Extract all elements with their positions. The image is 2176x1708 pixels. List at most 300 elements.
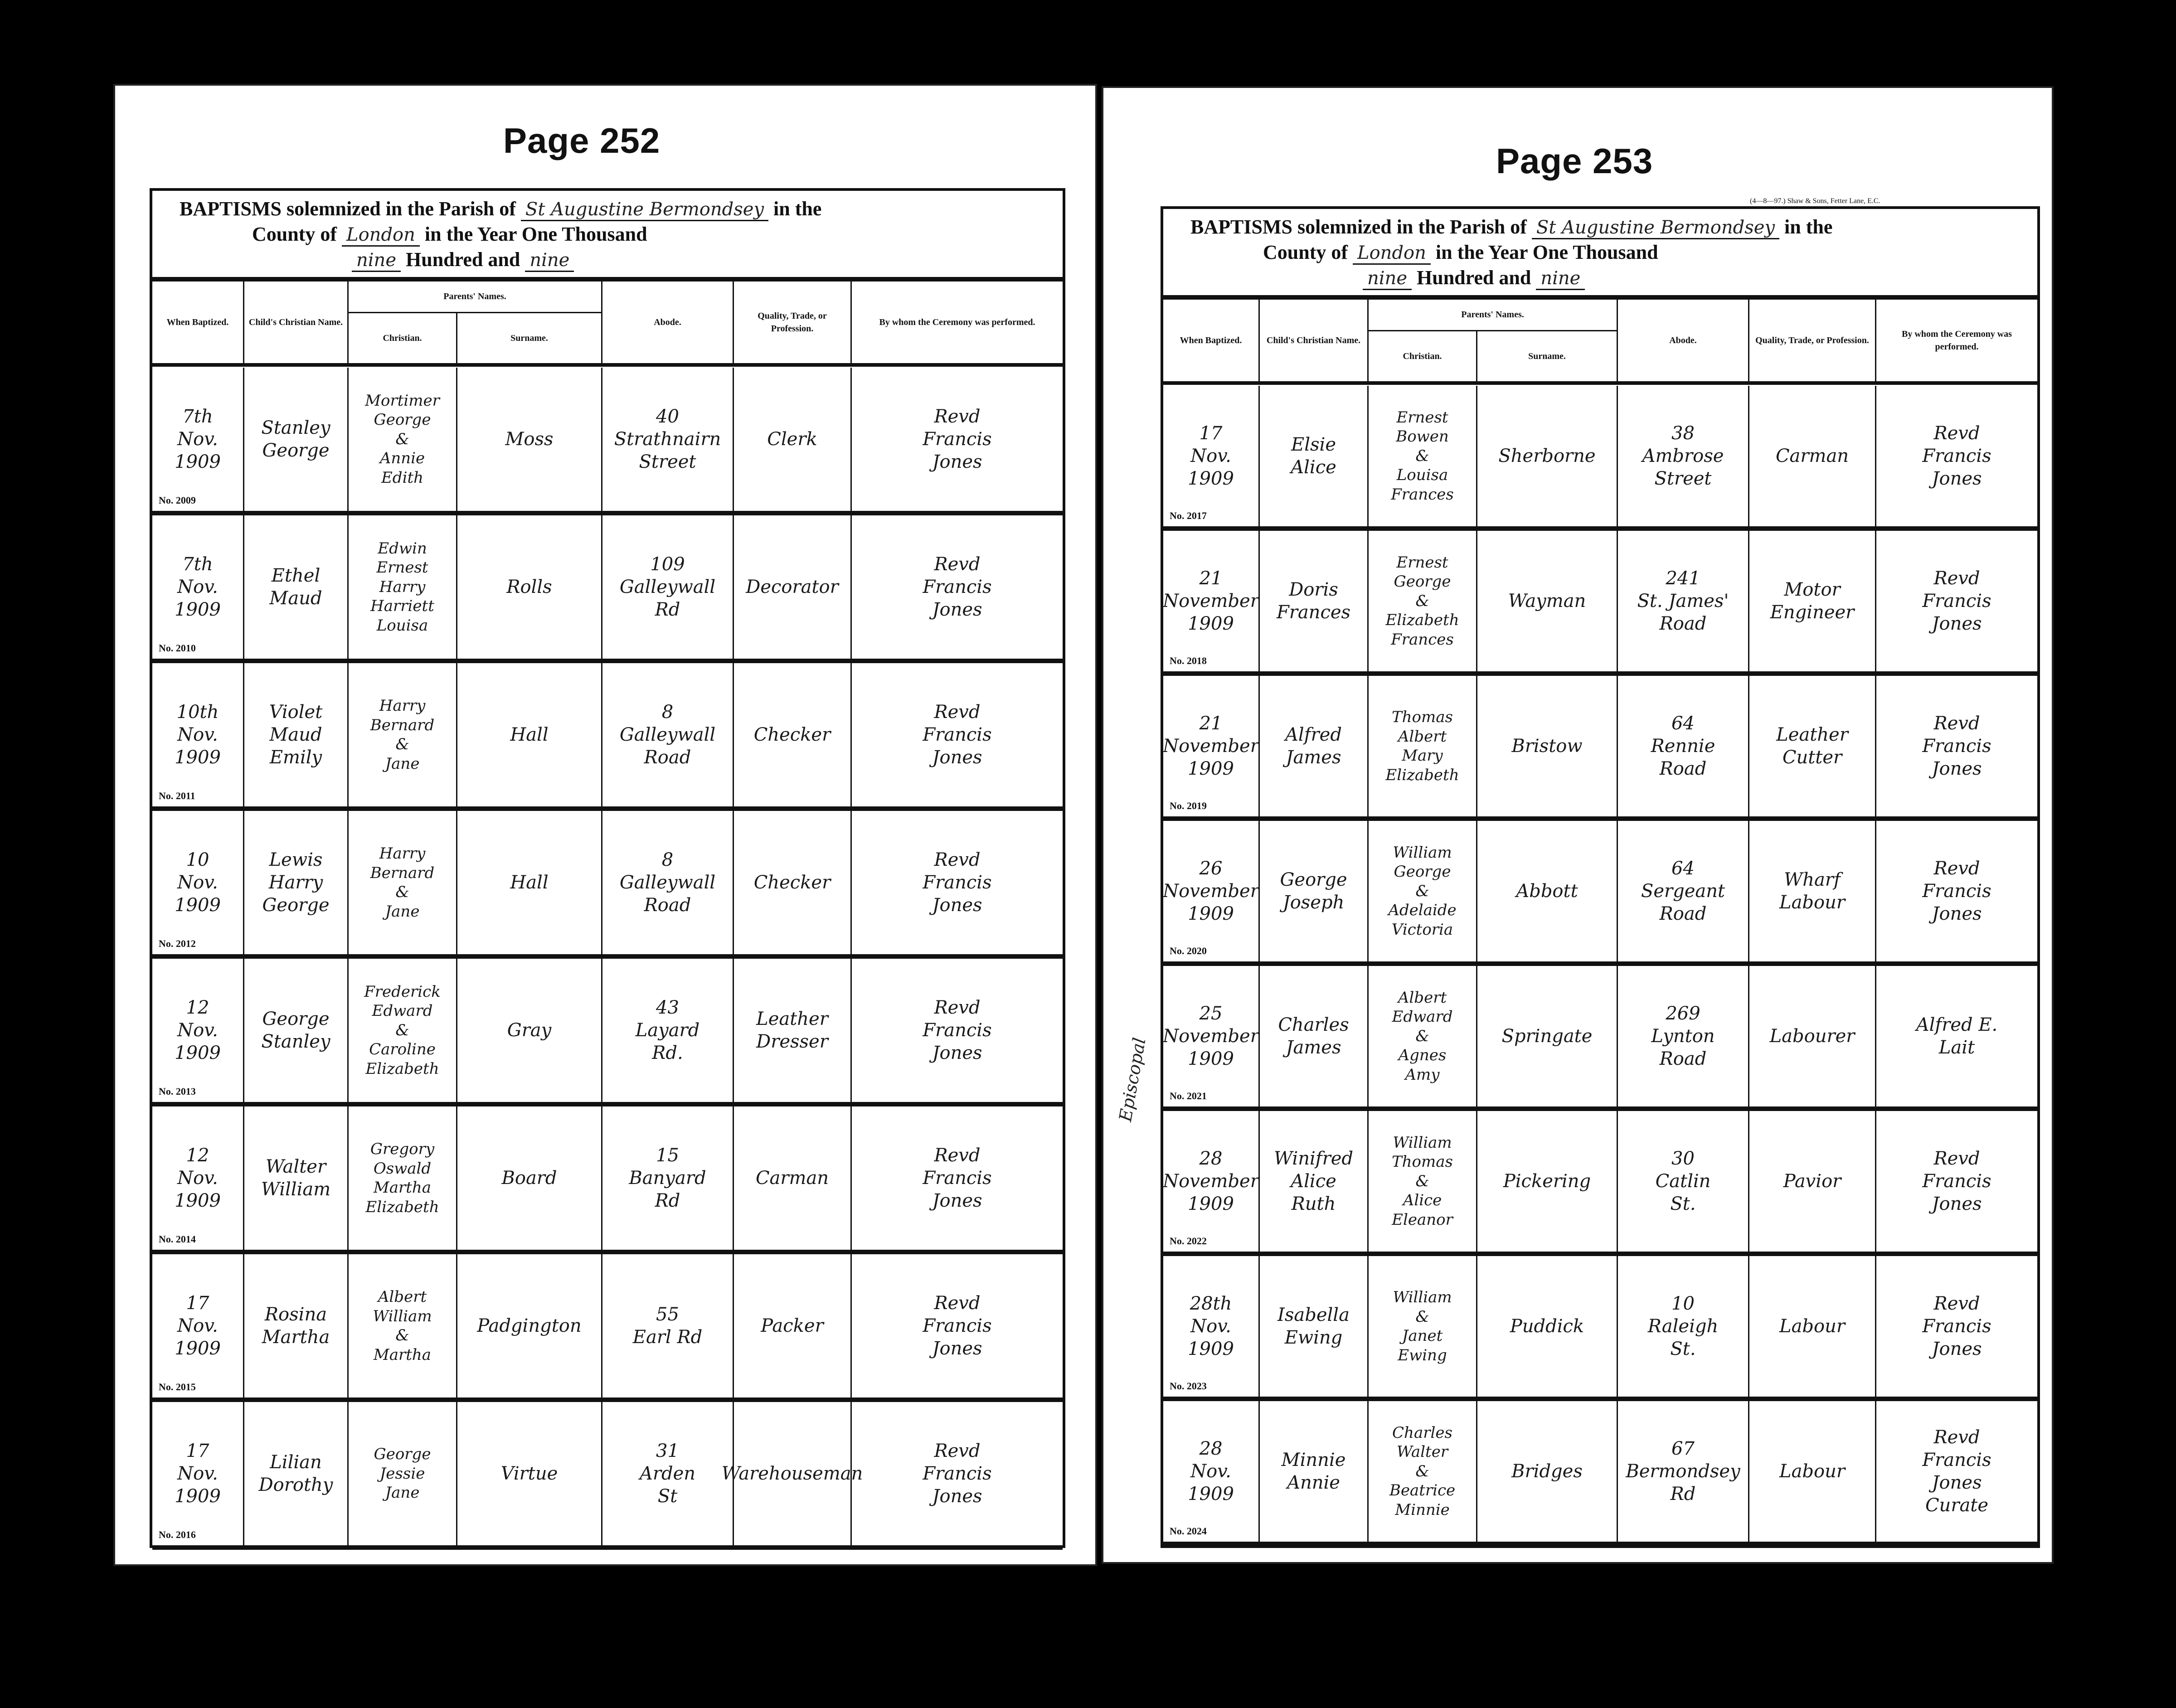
handwritten-line: Francis [923, 1020, 992, 1041]
cell-when [1163, 676, 1258, 816]
handwritten-line: Curate [1925, 1495, 1989, 1516]
table-row [1163, 821, 2037, 966]
handwritten-line: Revd [1933, 858, 1980, 879]
handwritten-line: Road [1659, 903, 1707, 924]
handwritten-line: 1909 [175, 599, 221, 620]
handwritten-line: 10 [186, 849, 209, 870]
handwritten-line: 17 [186, 1293, 209, 1314]
table-row [152, 1106, 1063, 1254]
handwritten-line: Gregory [370, 1140, 435, 1158]
entry-number: No. 2021 [1170, 1090, 1207, 1101]
handwritten-line: Francis [923, 1168, 992, 1189]
handwritten-line: Revd [1933, 568, 1980, 589]
header-prefix: BAPTISMS solemnized in the Parish of [1190, 216, 1527, 238]
handwritten-line: 1909 [175, 451, 221, 472]
table-row [152, 368, 1063, 515]
cell-surname [456, 1106, 601, 1250]
handwritten-line: Nov. [1190, 1461, 1231, 1482]
table-row [1163, 531, 2037, 676]
handwritten-line: 1909 [1188, 468, 1234, 489]
handwritten-line: 17 [186, 1441, 209, 1461]
cell-christian [347, 811, 456, 954]
cell-when [152, 1402, 243, 1545]
cell-quality [733, 1254, 850, 1397]
handwritten-line: Harry [379, 844, 426, 863]
handwritten-line: Alice [1291, 1171, 1336, 1192]
county-name: London [1353, 243, 1431, 265]
handwritten-line: Pickering [1503, 1171, 1591, 1192]
handwritten-line: Gray [507, 1020, 552, 1041]
handwritten-line: 40 [656, 406, 679, 427]
cell-quality [1748, 1256, 1875, 1397]
handwritten-line: Labour [1779, 1461, 1845, 1482]
handwritten-line: Jones [932, 1338, 982, 1359]
handwritten-line: Harriett [370, 597, 434, 616]
handwritten-line: 1909 [175, 1486, 221, 1507]
handwritten-line: & [395, 735, 409, 753]
handwritten-line: Rd [1670, 1484, 1696, 1504]
cell-when [1163, 386, 1258, 526]
year-rest: nine [1536, 268, 1585, 290]
cell-when [1163, 966, 1258, 1106]
page-title: Page 253 [1496, 141, 1653, 181]
handwritten-line: 1909 [175, 1043, 221, 1063]
handwritten-line: & [1415, 1307, 1429, 1326]
handwritten-line: Elizabeth [1385, 766, 1459, 784]
handwritten-line: 43 [656, 997, 679, 1018]
handwritten-line: Galleywall [619, 872, 716, 893]
handwritten-line: Stanley [261, 1031, 330, 1052]
handwritten-line: Revd [934, 1293, 981, 1314]
cell-christian [1367, 1111, 1476, 1252]
cell-quality [1748, 386, 1875, 526]
year-label: in the Year One Thousand [1435, 241, 1658, 263]
handwritten-line: 8 [661, 702, 674, 723]
handwritten-line: Bermondsey [1626, 1461, 1740, 1482]
handwritten-line: Jones [1932, 468, 1982, 489]
handwritten-line: St. [1670, 1194, 1696, 1214]
handwritten-line: Revd [1933, 423, 1980, 444]
handwritten-line: Checker [753, 872, 831, 893]
cell-abode [1617, 386, 1748, 526]
table-row [152, 515, 1063, 663]
handwritten-line: Leather [756, 1009, 828, 1029]
handwritten-line: Minnie [1395, 1500, 1450, 1519]
handwritten-line: Violet [269, 702, 323, 723]
handwritten-line: Dorothy [258, 1475, 333, 1495]
entry-number: No. 2019 [1170, 800, 1207, 811]
column-headers [1163, 300, 2037, 385]
cell-when [1163, 1256, 1258, 1397]
cell-when [152, 1106, 243, 1250]
year-rest: nine [525, 250, 574, 272]
handwritten-line: Revd [934, 849, 981, 870]
handwritten-line: Cutter [1782, 747, 1842, 768]
cell-when [1163, 531, 1258, 671]
handwritten-line: Maud [269, 588, 322, 609]
cell-by-whom [1875, 966, 2037, 1106]
cell-when [1163, 1111, 1258, 1252]
handwritten-line: Bernard [370, 864, 435, 882]
handwritten-line: Jones [932, 895, 982, 916]
cell-christian [347, 1106, 456, 1250]
cell-abode [1617, 1111, 1748, 1252]
handwritten-line: Engineer [1770, 602, 1855, 623]
handwritten-line: Leather [1776, 724, 1848, 745]
handwritten-line: Annie [1287, 1472, 1340, 1493]
handwritten-line: & [395, 883, 409, 901]
handwritten-line: & [395, 1326, 409, 1344]
cell-quality [1748, 1111, 1875, 1252]
cell-surname [1476, 1256, 1617, 1397]
handwritten-line: Joseph [1282, 892, 1345, 913]
handwritten-line: 25 [1199, 1003, 1223, 1024]
handwritten-line: 1909 [1188, 1484, 1234, 1504]
cell-surname [456, 515, 601, 659]
handwritten-line: George [374, 411, 431, 429]
table-row [152, 663, 1063, 811]
handwritten-line: George [262, 1009, 330, 1029]
handwritten-line: Nov. [177, 724, 218, 745]
handwritten-line: Lynton [1651, 1026, 1715, 1047]
cell-child [243, 515, 347, 659]
cell-quality [1748, 531, 1875, 671]
cell-child [243, 1402, 347, 1545]
handwritten-line: Moss [505, 429, 554, 450]
handwritten-line: Springate [1501, 1026, 1593, 1047]
handwritten-line: Road [1659, 613, 1707, 634]
col-christian: Christian. [1367, 331, 1476, 381]
handwritten-line: Bridges [1511, 1461, 1583, 1482]
handwritten-line: Nov. [1190, 446, 1231, 466]
cell-christian [347, 368, 456, 511]
handwritten-line: Victoria [1391, 920, 1453, 939]
handwritten-line: Labourer [1769, 1026, 1855, 1047]
parish-name: St Augustine Bermondsey [1532, 217, 1779, 239]
cell-by-whom [850, 663, 1063, 806]
col-when: When Baptized. [166, 317, 229, 327]
handwritten-line: & [395, 1021, 409, 1039]
handwritten-line: Jones [932, 1486, 982, 1507]
cell-by-whom [850, 1402, 1063, 1545]
handwritten-line: Jones [932, 451, 982, 472]
handwritten-line: Francis [1922, 736, 1991, 757]
cell-quality [1748, 1401, 1875, 1542]
cell-quality [733, 368, 850, 511]
handwritten-line: Checker [753, 724, 831, 745]
cell-abode [601, 663, 733, 806]
entry-number: No. 2013 [159, 1085, 196, 1097]
handwritten-line: 1909 [175, 895, 221, 916]
cell-surname [1476, 531, 1617, 671]
handwritten-line: 1909 [1188, 1048, 1234, 1069]
cell-child [243, 368, 347, 511]
handwritten-line: Jones [1932, 1339, 1982, 1359]
handwritten-line: Revd [934, 554, 981, 575]
table-row [1163, 1256, 2037, 1401]
handwritten-line: Louisa [376, 616, 428, 635]
handwritten-line: Street [639, 451, 696, 472]
cell-christian [1367, 966, 1476, 1106]
handwritten-line: Revd [934, 702, 981, 723]
handwritten-line: & [395, 430, 409, 448]
handwritten-line: 7th [182, 554, 213, 575]
handwritten-line: 1909 [175, 1190, 221, 1211]
handwritten-line: 38 [1671, 423, 1695, 444]
entry-number: No. 2010 [159, 642, 196, 654]
handwritten-line: Bowen [1396, 427, 1449, 446]
handwritten-line: Charles [1278, 1014, 1349, 1035]
handwritten-line: & [1415, 1027, 1429, 1045]
cell-abode [601, 959, 733, 1102]
cell-christian [1367, 1401, 1476, 1542]
handwritten-line: Ruth [1291, 1194, 1336, 1214]
handwritten-line: Padgington [477, 1315, 582, 1336]
cell-by-whom [850, 1106, 1063, 1250]
handwritten-line: Revd [1933, 1293, 1980, 1314]
cell-quality [1748, 676, 1875, 816]
handwritten-line: November [1163, 881, 1259, 902]
cell-abode [601, 1106, 733, 1250]
cell-christian [347, 663, 456, 806]
handwritten-line: & [1415, 1462, 1429, 1480]
handwritten-line: Winifred [1274, 1148, 1353, 1169]
handwritten-line: Maud [269, 724, 322, 745]
year-label: in the Year One Thousand [424, 223, 647, 245]
handwritten-line: Edwin [378, 539, 427, 558]
col-surname: Surname. [1476, 331, 1617, 381]
handwritten-line: Hall [510, 872, 549, 893]
handwritten-line: Jones [1932, 903, 1982, 924]
cell-surname [1476, 1401, 1617, 1542]
handwritten-line: 8 [661, 849, 674, 870]
handwritten-line: Minnie [1281, 1450, 1346, 1470]
entry-number: No. 2014 [159, 1233, 196, 1245]
register-page-right [1102, 86, 2054, 1564]
handwritten-line: Sherborne [1498, 446, 1596, 466]
handwritten-line: Annie [379, 449, 425, 468]
handwritten-line: Jones [932, 1043, 982, 1063]
handwritten-line: & [1415, 1172, 1429, 1190]
handwritten-line: William [1393, 1133, 1452, 1152]
cell-by-whom [1875, 1256, 2037, 1397]
handwritten-line: Jane [385, 902, 420, 921]
col-parents: Parents' Names. [347, 281, 601, 313]
hundred-label: Hundred and [406, 248, 520, 271]
col-by-whom: By whom the Ceremony was performed. [1875, 300, 2037, 381]
cell-when [152, 959, 243, 1102]
handwritten-line: Harry [379, 577, 426, 596]
handwritten-line: 12 [186, 997, 209, 1018]
handwritten-line: Jones [1932, 758, 1982, 779]
handwritten-line: Francis [1922, 1316, 1991, 1337]
handwritten-line: Board [501, 1168, 557, 1189]
handwritten-line: Alfred [1285, 724, 1342, 745]
handwritten-line: Caroline [369, 1040, 436, 1059]
handwritten-line: Alice [1291, 457, 1336, 478]
handwritten-line: Mortimer [365, 391, 440, 410]
handwritten-line: Nov. [177, 1168, 218, 1189]
handwritten-line: Jane [385, 754, 420, 773]
cell-child [1258, 531, 1367, 671]
handwritten-line: Frances [1391, 485, 1454, 504]
handwritten-line: Puddick [1510, 1316, 1584, 1337]
handwritten-line: 1909 [1188, 758, 1234, 779]
entry-number: No. 2017 [1170, 509, 1207, 521]
handwritten-line: Martha [373, 1345, 432, 1364]
handwritten-line: Revd [934, 1441, 981, 1461]
handwritten-line: George [1394, 863, 1451, 881]
register-table [1161, 206, 2040, 1548]
cell-surname [1476, 676, 1617, 816]
handwritten-line: 1909 [175, 1338, 221, 1359]
table-row [1163, 386, 2037, 531]
handwritten-line: Francis [923, 724, 992, 745]
county-label: County of [252, 223, 337, 245]
handwritten-line: 12 [186, 1145, 209, 1166]
handwritten-line: Hall [510, 724, 549, 745]
register-header [152, 191, 1063, 281]
handwritten-line: Jones [1932, 1194, 1982, 1214]
cell-by-whom [850, 368, 1063, 511]
table-row [152, 1402, 1063, 1550]
handwritten-line: 269 [1666, 1003, 1700, 1024]
handwritten-line: November [1163, 591, 1259, 611]
handwritten-line: Thomas [1391, 1153, 1453, 1171]
cell-christian [1367, 386, 1476, 526]
handwritten-line: Nov. [177, 1463, 218, 1484]
handwritten-line: Walter [1396, 1443, 1448, 1461]
handwritten-line: Francis [923, 872, 992, 893]
cell-by-whom [1875, 531, 2037, 671]
handwritten-line: Francis [1922, 1171, 1991, 1192]
cell-quality [733, 811, 850, 954]
handwritten-line: Rosina [264, 1304, 327, 1325]
cell-child [243, 663, 347, 806]
cell-abode [601, 368, 733, 511]
cell-child [1258, 1111, 1367, 1252]
column-headers [152, 281, 1063, 367]
cell-by-whom [850, 1254, 1063, 1397]
entry-number: No. 2011 [159, 790, 195, 801]
header-suffix: in the [1784, 216, 1833, 238]
cell-by-whom [1875, 1401, 2037, 1542]
handwritten-line: Wayman [1508, 591, 1586, 611]
handwritten-line: Albert [1398, 988, 1447, 1007]
handwritten-line: 21 [1199, 713, 1223, 734]
handwritten-line: Harry [268, 872, 323, 893]
handwritten-line: Dresser [756, 1031, 828, 1052]
handwritten-line: Virtue [500, 1463, 558, 1484]
cell-child [1258, 676, 1367, 816]
handwritten-line: Arden [639, 1463, 696, 1484]
cell-abode [601, 1402, 733, 1545]
handwritten-line: Labour [1779, 1316, 1845, 1337]
cell-quality [733, 1106, 850, 1250]
handwritten-line: Elizabeth [1385, 611, 1459, 630]
handwritten-line: 64 [1671, 858, 1695, 879]
handwritten-line: Mary [1402, 747, 1443, 765]
handwritten-line: Janet [1402, 1327, 1443, 1345]
cell-quality [1748, 966, 1875, 1106]
handwritten-line: Francis [923, 429, 992, 450]
handwritten-line: Louisa [1396, 466, 1448, 485]
handwritten-line: Revd [1933, 713, 1980, 734]
table-row [1163, 966, 2037, 1111]
handwritten-line: Jones [1932, 1472, 1982, 1493]
handwritten-line: Ewing [1284, 1327, 1343, 1348]
handwritten-line: Rd [655, 1190, 680, 1211]
cell-abode [1617, 531, 1748, 671]
handwritten-line: 1909 [175, 747, 221, 768]
handwritten-line: 241 [1666, 568, 1700, 589]
handwritten-line: Frederick [364, 982, 441, 1001]
handwritten-line: November [1163, 1171, 1259, 1192]
handwritten-line: Nov. [177, 1315, 218, 1336]
handwritten-line: Jones [932, 1190, 982, 1211]
handwritten-line: Nov. [177, 577, 218, 597]
handwritten-line: 109 [650, 554, 685, 575]
handwritten-line: Isabella [1277, 1305, 1350, 1325]
table-row [152, 959, 1063, 1106]
cell-abode [601, 1254, 733, 1397]
handwritten-line: George [1280, 869, 1347, 890]
page-title: Page 252 [503, 121, 661, 160]
handwritten-line: Edward [372, 1002, 433, 1020]
handwritten-line: 21 [1199, 568, 1223, 589]
col-child: Child's Christian Name. [243, 281, 347, 363]
handwritten-line: Adelaide [1388, 901, 1457, 920]
cell-abode [1617, 1256, 1748, 1397]
col-parents: Parents' Names. [1367, 300, 1617, 331]
handwritten-line: Beatrice [1389, 1481, 1456, 1500]
handwritten-line: Strathnairn [614, 429, 721, 450]
cell-surname [456, 1402, 601, 1545]
cell-child [1258, 966, 1367, 1106]
handwritten-line: Road [1659, 1048, 1707, 1069]
handwritten-line: Jones [932, 747, 982, 768]
handwritten-line: 1909 [1188, 1194, 1234, 1214]
handwritten-line: Elizabeth [365, 1059, 439, 1078]
cell-when [152, 1254, 243, 1397]
handwritten-line: & [1415, 882, 1429, 900]
table-row [1163, 1111, 2037, 1256]
handwritten-line: Alfred E. [1916, 1014, 1998, 1035]
handwritten-line: Albert [378, 1288, 427, 1306]
table-row [1163, 676, 2037, 821]
handwritten-line: Amy [1405, 1065, 1440, 1084]
handwritten-line: Doris [1289, 579, 1338, 600]
cell-child [243, 1106, 347, 1250]
margin-note: Episcopal [1115, 1036, 1150, 1123]
county-label: County of [1263, 241, 1348, 263]
col-surname: Surname. [456, 313, 601, 363]
handwritten-line: Revd [1933, 1148, 1980, 1169]
handwritten-line: Alice [1403, 1191, 1442, 1210]
handwritten-line: Bernard [370, 716, 435, 734]
year-hundreds: nine [1363, 268, 1412, 290]
handwritten-line: & [1415, 446, 1429, 465]
handwritten-line: Abbott [1516, 881, 1578, 902]
cell-child [243, 959, 347, 1102]
col-when: When Baptized. [1180, 335, 1242, 345]
entry-number: No. 2020 [1170, 945, 1207, 956]
handwritten-line: Catlin [1655, 1171, 1711, 1192]
cell-by-whom [850, 959, 1063, 1102]
handwritten-line: Nov. [177, 872, 218, 893]
entry-number: No. 2023 [1170, 1380, 1207, 1392]
cell-abode [1617, 1401, 1748, 1542]
